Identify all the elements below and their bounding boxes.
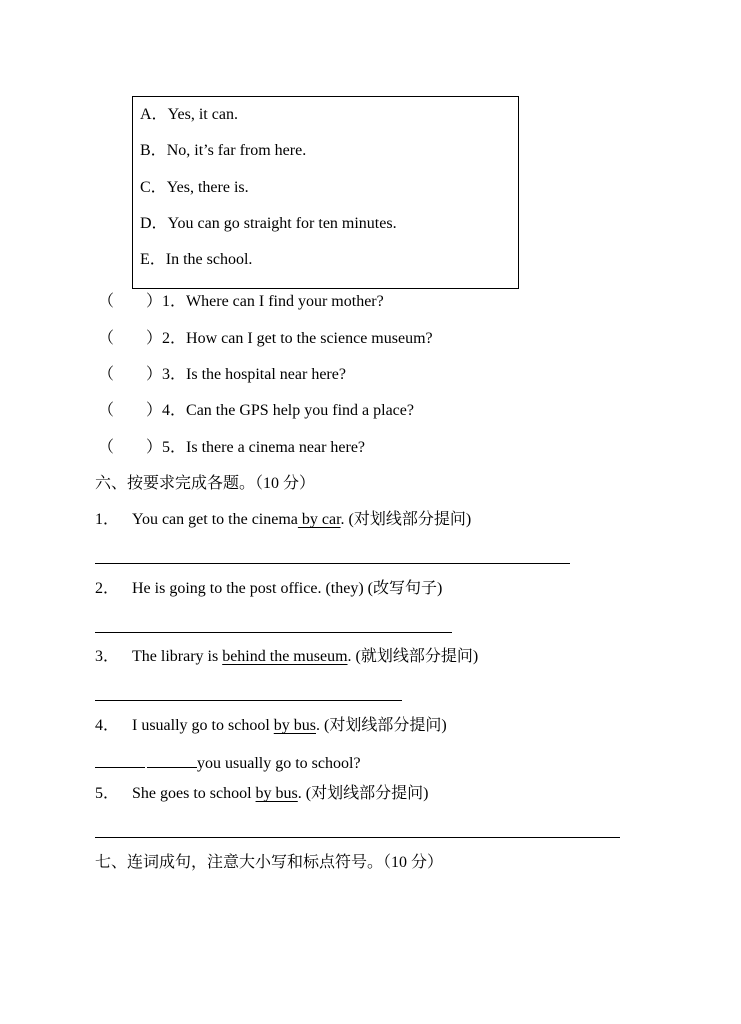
matching-question-2 [98,331,433,347]
question-number: 5． [95,785,120,802]
question-number: 5． [162,439,187,456]
matching-question-5 [98,440,365,456]
question-text: Can the GPS help you find a place? [186,402,414,419]
answer-bracket[interactable]: （ ） [98,439,163,456]
question-number: 2． [95,580,120,597]
underlined-phrase: by car [297,511,341,528]
answer-line[interactable] [95,700,402,701]
answer-bracket[interactable]: （ ） [98,293,163,310]
underlined-phrase: by bus [255,785,298,802]
answer-bracket[interactable]: （ ） [98,366,163,383]
answer-line[interactable] [95,632,452,633]
matching-question-1 [98,294,384,310]
option-letter: D． [140,215,168,232]
question-text: How can I get to the science museum? [186,330,433,347]
underlined-phrase: behind the museum [222,648,348,665]
option-letter: E． [140,251,166,268]
option-text: In the school. [165,251,253,268]
rewrite-question-3: 3． The library is behind the museum. (就划线部分提问) [95,648,479,665]
question-number: 4． [162,402,187,419]
question-number: 4． [95,717,120,734]
option-d [140,216,397,232]
question-text: Is the hospital near here? [186,366,346,383]
option-e [140,252,252,268]
answer-bracket[interactable]: （ ） [98,330,163,347]
option-text: You can go straight for ten minutes. [167,215,397,232]
answer-line[interactable] [95,837,620,838]
question-number: 1． [162,293,187,310]
section-seven-heading: 七、连词成句，注意大小写和标点符号。（10 分） [95,854,444,871]
question-text: Is there a cinema near here? [186,439,366,456]
option-b [140,143,306,159]
blank-2[interactable] [147,753,197,768]
question-text: Where can I find your mother? [186,293,384,310]
rewrite-question-4: 4． I usually go to school by bus. (对划线部分提问) [95,717,447,734]
answer-bracket[interactable]: （ ） [98,402,163,419]
matching-question-4 [98,403,414,419]
option-letter: C． [140,179,167,196]
option-text: Yes, it can. [167,106,238,123]
option-text: Yes, there is. [166,179,249,196]
question-number: 2． [162,330,187,347]
rewrite-question-1: 1． You can get to the cinema by car. (对划线部分提问) [95,511,472,528]
question-number: 1． [95,511,120,528]
answer-line[interactable] [95,563,570,564]
question-number: 3． [95,648,120,665]
option-letter: B． [140,142,167,159]
blank-1[interactable] [95,753,145,768]
matching-question-3 [98,367,346,383]
option-a [140,107,238,123]
option-c [140,180,249,196]
fill-in-answer-4: you usually go to school? [95,753,361,772]
rewrite-question-2: 2． He is going to the post office. (they) (改写句子) [95,580,443,597]
underlined-phrase: by bus [273,717,316,734]
question-number: 3． [162,366,187,383]
section-six-heading: 六、按要求完成各题。（10 分） [95,475,316,492]
option-letter: A． [140,106,168,123]
rewrite-question-5: 5． She goes to school by bus. (对划线部分提问) [95,785,429,802]
option-text: No, it’s far from here. [166,142,307,159]
